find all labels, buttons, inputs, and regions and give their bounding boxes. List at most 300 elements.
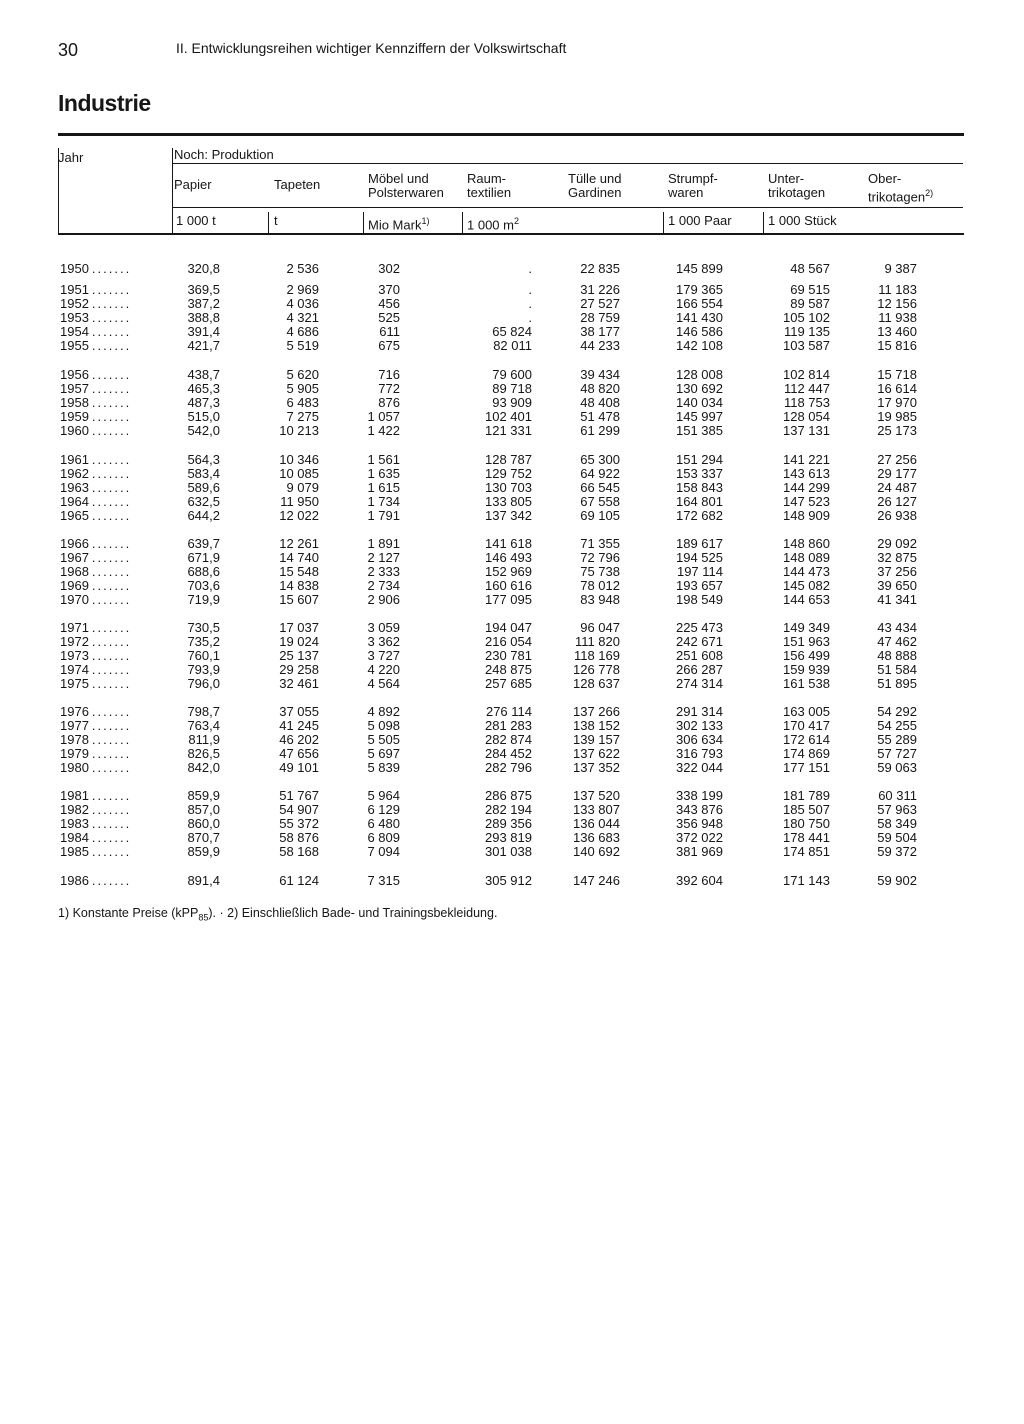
year-cell: 1986 .......: [60, 873, 132, 888]
table-cell: 69 515: [790, 282, 830, 297]
table-cell: 4 892: [367, 704, 400, 719]
table-cell: 338 199: [676, 788, 723, 803]
table-cell: 93 909: [492, 395, 532, 410]
table-cell: 152 969: [485, 564, 532, 579]
table-cell: 19 985: [877, 409, 917, 424]
table-cell: 421,7: [187, 338, 220, 353]
table-cell: 316 793: [676, 746, 723, 761]
table-cell: 111 820: [574, 634, 620, 649]
table-cell: 6 480: [367, 816, 400, 831]
table-cell: 58 876: [279, 830, 319, 845]
table-cell: 438,7: [187, 367, 220, 382]
column-header: Strumpf- waren: [668, 171, 718, 200]
table-cell: 145 899: [676, 261, 723, 276]
table-cell: 1 057: [367, 409, 400, 424]
table-cell: 82 011: [493, 338, 532, 353]
table-cell: 826,5: [187, 746, 220, 761]
table-cell: 185 507: [783, 802, 830, 817]
table-cell: 177 151: [783, 760, 830, 775]
table-cell: 25 137: [279, 648, 319, 663]
table-cell: 179 365: [676, 282, 723, 297]
table-cell: 589,6: [187, 480, 220, 495]
table-cell: 6 809: [367, 830, 400, 845]
table-cell: 118 753: [783, 395, 830, 410]
table-cell: 14 838: [279, 578, 319, 593]
year-cell: 1984 .......: [60, 830, 132, 845]
table-cell: 5 519: [286, 338, 319, 353]
table-cell: 276 114: [485, 704, 532, 719]
table-cell: 703,6: [187, 578, 220, 593]
table-cell: .: [528, 282, 532, 297]
table-cell: 675: [378, 338, 400, 353]
table-cell: 842,0: [187, 760, 220, 775]
year-cell: 1967 .......: [60, 550, 132, 565]
table-cell: 41 245: [279, 718, 319, 733]
table-cell: 6 129: [367, 802, 400, 817]
table-cell: 48 567: [790, 261, 830, 276]
unit-divider: [763, 212, 764, 234]
table-cell: .: [528, 310, 532, 325]
table-cell: 75 738: [580, 564, 620, 579]
table-cell: 57 963: [877, 802, 917, 817]
year-cell: 1973 .......: [60, 648, 132, 663]
table-cell: 19 024: [279, 634, 319, 649]
table-cell: 89 718: [492, 381, 532, 396]
table-cell: 22 835: [580, 261, 620, 276]
table-cell: .: [528, 261, 532, 276]
table-cell: 282 796: [485, 760, 532, 775]
table-cell: 372 022: [676, 830, 723, 845]
table-cell: 3 059: [367, 620, 400, 635]
year-cell: 1979 .......: [60, 746, 132, 761]
table-cell: 10 085: [279, 466, 319, 481]
table-cell: 121 331: [485, 423, 532, 438]
table-cell: 58 349: [877, 816, 917, 831]
table-cell: 47 656: [279, 746, 319, 761]
table-cell: 28 759: [580, 310, 620, 325]
unit-rule-top: [172, 207, 963, 208]
table-cell: 158 843: [676, 480, 723, 495]
table-cell: 29 177: [877, 466, 917, 481]
table-cell: 5 620: [286, 367, 319, 382]
table-cell: 43 434: [877, 620, 917, 635]
table-cell: 719,9: [187, 592, 220, 607]
table-cell: 27 527: [580, 296, 620, 311]
table-cell: 12 261: [279, 536, 319, 551]
table-cell: 48 888: [877, 648, 917, 663]
table-cell: 69 105: [580, 508, 620, 523]
table-cell: 12 022: [279, 508, 319, 523]
table-cell: 137 342: [485, 508, 532, 523]
table-cell: 257 685: [485, 676, 532, 691]
table-cell: 102 814: [783, 367, 830, 382]
table-cell: 29 258: [279, 662, 319, 677]
table-cell: 387,2: [187, 296, 220, 311]
table-cell: 130 703: [485, 480, 532, 495]
column-header: Papier: [174, 177, 212, 192]
table-cell: 2 906: [367, 592, 400, 607]
table-cell: 51 767: [279, 788, 319, 803]
table-cell: 118 169: [573, 648, 620, 663]
table-cell: 141 430: [676, 310, 723, 325]
table-cell: 133 805: [485, 494, 532, 509]
table-cell: 39 434: [580, 367, 620, 382]
table-cell: 147 523: [783, 494, 830, 509]
table-cell: 51 895: [877, 676, 917, 691]
table-cell: 51 584: [877, 662, 917, 677]
column-header: Möbel und Polsterwaren: [368, 171, 444, 200]
column-header: Raum- textilien: [467, 171, 512, 200]
table-cell: 61 299: [580, 423, 620, 438]
table-cell: 225 473: [676, 620, 723, 635]
table-cell: 369,5: [187, 282, 220, 297]
table-cell: 859,9: [187, 844, 220, 859]
table-cell: 174 851: [783, 844, 830, 859]
year-cell: 1961 .......: [60, 452, 132, 467]
year-cell: 1951 .......: [60, 282, 132, 297]
table-cell: 1 615: [367, 480, 400, 495]
table-cell: 26 127: [877, 494, 917, 509]
table-cell: 24 487: [877, 480, 917, 495]
table-cell: 583,4: [187, 466, 220, 481]
table-cell: 59 504: [877, 830, 917, 845]
table-cell: 5 098: [367, 718, 400, 733]
year-cell: 1982 .......: [60, 802, 132, 817]
table-cell: 180 750: [783, 816, 830, 831]
table-cell: 79 600: [492, 367, 532, 382]
table-cell: 671,9: [187, 550, 220, 565]
table-cell: 54 907: [279, 802, 319, 817]
table-cell: 128 787: [485, 452, 532, 467]
table-cell: 129 752: [485, 466, 532, 481]
table-cell: 16 614: [877, 381, 917, 396]
table-cell: 103 587: [783, 338, 830, 353]
table-cell: 142 108: [676, 338, 723, 353]
table-cell: 216 054: [485, 634, 532, 649]
table-cell: 54 255: [877, 718, 917, 733]
table-cell: 388,8: [187, 310, 220, 325]
table-cell: 147 246: [573, 873, 620, 888]
table-cell: 148 909: [783, 508, 830, 523]
table-cell: 159 939: [783, 662, 830, 677]
table-cell: 5 505: [367, 732, 400, 747]
table-cell: 282 874: [485, 732, 532, 747]
year-cell: 1974 .......: [60, 662, 132, 677]
year-cell: 1964 .......: [60, 494, 132, 509]
table-cell: 860,0: [187, 816, 220, 831]
table-cell: 1 561: [367, 452, 400, 467]
table-cell: 146 493: [485, 550, 532, 565]
table-cell: 5 964: [367, 788, 400, 803]
table-cell: 112 447: [783, 381, 830, 396]
table-cell: 177 095: [485, 592, 532, 607]
table-cell: 44 233: [580, 338, 620, 353]
table-cell: .: [528, 296, 532, 311]
table-cell: 17 037: [279, 620, 319, 635]
table-cell: 381 969: [676, 844, 723, 859]
table-cell: 1 734: [367, 494, 400, 509]
year-cell: 1955 .......: [60, 338, 132, 353]
table-cell: 301 038: [485, 844, 532, 859]
table-cell: 66 545: [580, 480, 620, 495]
table-cell: 136 683: [573, 830, 620, 845]
table-cell: 11 950: [280, 494, 319, 509]
table-cell: 59 063: [877, 760, 917, 775]
footnote-text: 1) Konstante Preise (kPP: [58, 906, 199, 920]
column-unit: 1 000 Paar: [668, 213, 732, 228]
table-cell: 4 686: [286, 324, 319, 339]
year-cell: 1950 .......: [60, 261, 132, 276]
table-cell: 89 587: [790, 296, 830, 311]
table-cell: 26 938: [877, 508, 917, 523]
footnote-subscript: 85: [198, 912, 209, 923]
year-cell: 1981 .......: [60, 788, 132, 803]
table-cell: 39 650: [877, 578, 917, 593]
table-cell: 137 622: [573, 746, 620, 761]
table-cell: 166 554: [676, 296, 723, 311]
table-cell: 60 311: [878, 788, 917, 803]
table-cell: 148 860: [783, 536, 830, 551]
year-cell: 1966 .......: [60, 536, 132, 551]
table-cell: 15 607: [279, 592, 319, 607]
table-cell: 163 005: [783, 704, 830, 719]
table-cell: 172 682: [676, 508, 723, 523]
table-cell: 48 820: [580, 381, 620, 396]
year-cell: 1962 .......: [60, 466, 132, 481]
table-cell: 4 321: [286, 310, 319, 325]
table-cell: 302: [378, 261, 400, 276]
table-cell: 170 417: [783, 718, 830, 733]
table-cell: 151 963: [783, 634, 830, 649]
unit-divider: [663, 212, 664, 234]
table-cell: 5 839: [367, 760, 400, 775]
table-cell: 141 221: [783, 452, 830, 467]
year-cell: 1963 .......: [60, 480, 132, 495]
table-cell: 41 341: [877, 592, 917, 607]
unit-divider: [462, 212, 463, 234]
table-cell: 306 634: [676, 732, 723, 747]
year-cell: 1971 .......: [60, 620, 132, 635]
table-cell: 164 801: [676, 494, 723, 509]
table-cell: 796,0: [187, 676, 220, 691]
table-cell: 343 876: [676, 802, 723, 817]
table-cell: 811,9: [188, 732, 220, 747]
table-cell: 49 101: [279, 760, 319, 775]
table-cell: 194 525: [676, 550, 723, 565]
column-header: Unter- trikotagen: [768, 171, 826, 200]
table-cell: 4 564: [367, 676, 400, 691]
year-cell: 1977 .......: [60, 718, 132, 733]
year-cell: 1983 .......: [60, 816, 132, 831]
table-cell: 632,5: [187, 494, 220, 509]
table-cell: 153 337: [676, 466, 723, 481]
table-cell: 126 778: [573, 662, 620, 677]
table-cell: 859,9: [187, 788, 220, 803]
table-cell: 10 346: [279, 452, 319, 467]
table-cell: 305 912: [485, 873, 532, 888]
table-cell: 274 314: [676, 676, 723, 691]
table-cell: 2 127: [367, 550, 400, 565]
table-cell: 798,7: [187, 704, 220, 719]
table-cell: 1 891: [367, 536, 400, 551]
table-cell: 242 671: [676, 634, 723, 649]
table-cell: 487,3: [187, 395, 220, 410]
table-cell: 128 054: [783, 409, 830, 424]
table-cell: 144 653: [783, 592, 830, 607]
table-cell: 55 372: [279, 816, 319, 831]
year-cell: 1985 .......: [60, 844, 132, 859]
table-cell: 139 157: [573, 732, 620, 747]
column-unit: t: [274, 213, 278, 228]
column-unit: Mio Mark$^{1)}$: [368, 216, 430, 233]
table-cell: 51 478: [580, 409, 620, 424]
section-title: Industrie: [58, 90, 151, 116]
running-head: II. Entwicklungsreihen wichtiger Kennziffern der Volkswirtschaft: [176, 40, 567, 56]
year-column-header: Jahr: [58, 150, 84, 165]
group-separator: [172, 148, 173, 234]
table-cell: 1 635: [367, 466, 400, 481]
table-cell: 47 462: [877, 634, 917, 649]
table-cell: 730,5: [187, 620, 220, 635]
table-cell: 857,0: [187, 802, 220, 817]
table-cell: 15 718: [877, 367, 917, 382]
table-cell: 542,0: [187, 423, 220, 438]
table-cell: 140 692: [573, 844, 620, 859]
table-cell: 302 133: [676, 718, 723, 733]
table-cell: 7 094: [367, 844, 400, 859]
table-cell: 72 796: [580, 550, 620, 565]
table-cell: 141 618: [485, 536, 532, 551]
table-cell: 2 536: [286, 261, 319, 276]
table-cell: 2 333: [367, 564, 400, 579]
table-cell: 181 789: [783, 788, 830, 803]
year-cell: 1969 .......: [60, 578, 132, 593]
year-cell: 1970 .......: [60, 592, 132, 607]
table-cell: 14 740: [279, 550, 319, 565]
unit-divider: [363, 212, 364, 234]
table-cell: 793,9: [187, 662, 220, 677]
table-cell: 6 483: [286, 395, 319, 410]
table-cell: 25 173: [877, 423, 917, 438]
table-cell: 291 314: [676, 704, 723, 719]
group-header: Noch: Produktion: [174, 147, 274, 162]
table-cell: 197 114: [676, 564, 723, 579]
footnote-text: ). · 2) Einschließlich Bade- und Trainingsbekleidung.: [208, 906, 498, 920]
table-cell: 145 082: [783, 578, 830, 593]
table-cell: 83 948: [580, 592, 620, 607]
table-cell: 27 256: [877, 452, 917, 467]
table-cell: 3 727: [367, 648, 400, 663]
page-number: 30: [58, 40, 79, 60]
table-cell: 5 905: [286, 381, 319, 396]
table-cell: 137 131: [783, 423, 830, 438]
table-cell: 193 657: [676, 578, 723, 593]
table-cell: 37 256: [877, 564, 917, 579]
table-cell: 119 135: [783, 324, 830, 339]
table-cell: 465,3: [187, 381, 220, 396]
table-cell: 137 352: [573, 760, 620, 775]
table-cell: 17 970: [877, 395, 917, 410]
table-cell: 96 047: [580, 620, 620, 635]
table-cell: 9 387: [884, 261, 917, 276]
table-cell: 189 617: [676, 536, 723, 551]
table-cell: 144 299: [783, 480, 830, 495]
year-cell: 1960 .......: [60, 423, 132, 438]
table-cell: 58 168: [279, 844, 319, 859]
table-cell: 32 875: [877, 550, 917, 565]
year-cell: 1954 .......: [60, 324, 132, 339]
table-cell: 286 875: [485, 788, 532, 803]
table-cell: 772: [378, 381, 400, 396]
table-cell: 251 608: [676, 648, 723, 663]
table-cell: 5 697: [367, 746, 400, 761]
year-cell: 1959 .......: [60, 409, 132, 424]
table-cell: 611: [379, 324, 400, 339]
table-cell: 760,1: [187, 648, 220, 663]
table-cell: 289 356: [485, 816, 532, 831]
year-cell: 1958 .......: [60, 395, 132, 410]
table-cell: 105 102: [783, 310, 830, 325]
year-cell: 1972 .......: [60, 634, 132, 649]
table-cell: 65 300: [580, 452, 620, 467]
table-cell: 146 586: [676, 324, 723, 339]
table-cell: 2 969: [286, 282, 319, 297]
table-cell: 145 997: [676, 409, 723, 424]
table-cell: 57 727: [877, 746, 917, 761]
column-unit: 1 000 $m^2$: [467, 216, 519, 233]
table-cell: 46 202: [279, 732, 319, 747]
table-cell: 10 213: [279, 423, 319, 438]
table-cell: 144 473: [783, 564, 830, 579]
table-cell: 716: [378, 367, 400, 382]
table-cell: 137 266: [573, 704, 620, 719]
table-cell: 178 441: [783, 830, 830, 845]
table-cell: 54 292: [877, 704, 917, 719]
column-unit: 1 000 t: [176, 213, 216, 228]
table-cell: 644,2: [187, 508, 220, 523]
table-cell: 891,4: [187, 873, 220, 888]
table-cell: 7 275: [286, 409, 319, 424]
column-header: Tapeten: [274, 177, 321, 192]
year-cell: 1975 .......: [60, 676, 132, 691]
table-cell: 128 637: [573, 676, 620, 691]
table-cell: 248 875: [485, 662, 532, 677]
year-cell: 1978 .......: [60, 732, 132, 747]
table-cell: 29 092: [877, 536, 917, 551]
table-cell: 148 089: [783, 550, 830, 565]
table-cell: 11 183: [878, 282, 917, 297]
table-cell: 266 287: [676, 662, 723, 677]
table-cell: 55 289: [877, 732, 917, 747]
year-cell: 1956 .......: [60, 367, 132, 382]
table-cell: 130 692: [676, 381, 723, 396]
top-rule: [58, 133, 964, 136]
table-cell: 456: [378, 296, 400, 311]
table-cell: 171 143: [783, 873, 830, 888]
table-cell: 71 355: [580, 536, 620, 551]
footnote: [58, 906, 497, 923]
table-cell: 133 807: [573, 802, 620, 817]
table-cell: 1 791: [367, 508, 400, 523]
table-cell: 67 558: [580, 494, 620, 509]
table-cell: 31 226: [580, 282, 620, 297]
year-cell: 1957 .......: [60, 381, 132, 396]
table-cell: 174 869: [783, 746, 830, 761]
table-cell: 128 008: [676, 367, 723, 382]
year-cell: 1980 .......: [60, 760, 132, 775]
table-cell: 151 385: [676, 423, 723, 438]
table-cell: 149 349: [783, 620, 830, 635]
